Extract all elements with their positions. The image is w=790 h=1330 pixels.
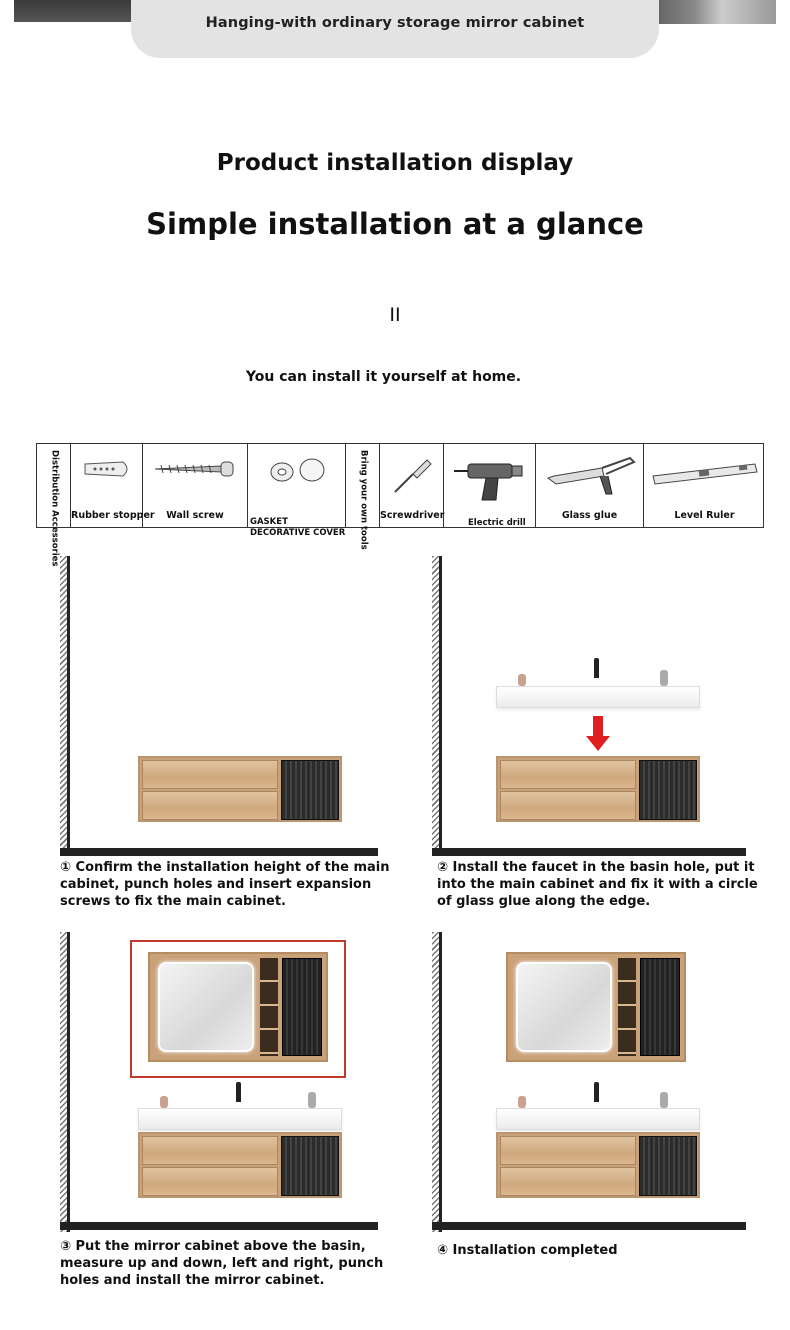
mirror-cabinet — [506, 952, 686, 1062]
wall — [60, 932, 70, 1232]
glue-gun-icon — [542, 454, 638, 498]
tool-label: Level Ruler — [674, 510, 735, 521]
step-3-caption: ③ Put the mirror cabinet above the basin, measure up and down, left and right, punch holes and install the mirror cabinet. — [60, 1239, 384, 1288]
electric-drill-icon — [450, 454, 530, 504]
faucet — [594, 658, 599, 678]
tool-cell-electric-drill — [444, 444, 536, 527]
tool-label: Electric drill — [468, 518, 526, 528]
accessories-header — [37, 444, 71, 567]
floor — [60, 1222, 378, 1230]
tool-cell-wall-screw — [143, 444, 248, 527]
tool-cell-screwdriver — [380, 444, 444, 527]
tool-label: Screwdriver — [380, 510, 445, 521]
main-cabinet — [138, 1132, 342, 1198]
section-heading: Product installation display — [216, 150, 574, 176]
main-cabinet — [496, 756, 700, 822]
accessories-header-label: Distribution Accessories — [49, 450, 59, 567]
tool-cell-glass-glue — [536, 444, 644, 527]
faucet — [594, 1082, 599, 1102]
title-banner — [131, 0, 659, 58]
tool-cell-gasket-cover — [248, 444, 346, 538]
wall-screw-icon — [149, 454, 241, 484]
main-cabinet — [138, 756, 342, 822]
faucet — [236, 1082, 241, 1102]
vase — [308, 1092, 316, 1108]
wall — [60, 556, 70, 856]
tools-table — [36, 443, 764, 567]
floor — [432, 1222, 746, 1230]
step-3-panel — [60, 932, 390, 1232]
own-tools-header-label: Bring your own tools — [358, 450, 368, 550]
wall — [432, 556, 442, 856]
tool-label: Glass glue — [561, 510, 618, 521]
step-2-caption: ② Install the faucet in the basin hole, put it into the main cabinet and fix it with a circle of glass glue along the edge. — [437, 860, 758, 909]
own-tools-header — [346, 444, 380, 550]
diffuser-bottle — [160, 1096, 168, 1108]
arrow-down-icon — [586, 716, 610, 752]
screwdriver-icon — [389, 454, 435, 498]
diffuser-bottle — [518, 1096, 526, 1108]
wall — [432, 932, 442, 1232]
banner-title: Hanging-with ordinary storage mirror cabinet — [205, 15, 585, 31]
step-1-caption: ① Confirm the installation height of the main cabinet, punch holes and insert expansion screws to fix the main cabinet. — [60, 860, 390, 909]
vase — [660, 670, 668, 686]
vase — [660, 1092, 668, 1108]
mirror-cabinet — [148, 952, 328, 1062]
step-4-caption: ④ Installation completed — [437, 1243, 618, 1258]
section-numeral: II — [389, 304, 401, 326]
step-4-panel — [432, 932, 762, 1232]
floor — [60, 848, 378, 856]
floor — [432, 848, 746, 856]
tool-label: Wall screw — [166, 510, 224, 521]
intro-text: You can install it yourself at home. — [245, 369, 522, 385]
basin — [496, 1108, 700, 1130]
level-ruler-icon — [649, 454, 761, 488]
tool-cell-level-ruler — [644, 444, 765, 527]
tool-label: GASKET DECORATIVE COVER — [250, 517, 346, 538]
photo-fragment-right — [640, 0, 776, 24]
section-subtitle: Simple installation at a glance — [146, 207, 644, 241]
main-cabinet — [496, 1132, 700, 1198]
tool-cell-rubber-stopper — [71, 444, 155, 527]
rubber-stopper-icon — [79, 454, 135, 484]
basin — [496, 686, 700, 708]
step-1-panel — [60, 556, 390, 856]
gasket-cover-icon — [262, 454, 332, 488]
basin — [138, 1108, 342, 1130]
step-2-panel — [432, 556, 762, 856]
diffuser-bottle — [518, 674, 526, 686]
tool-label: Rubber stopper — [71, 510, 155, 521]
